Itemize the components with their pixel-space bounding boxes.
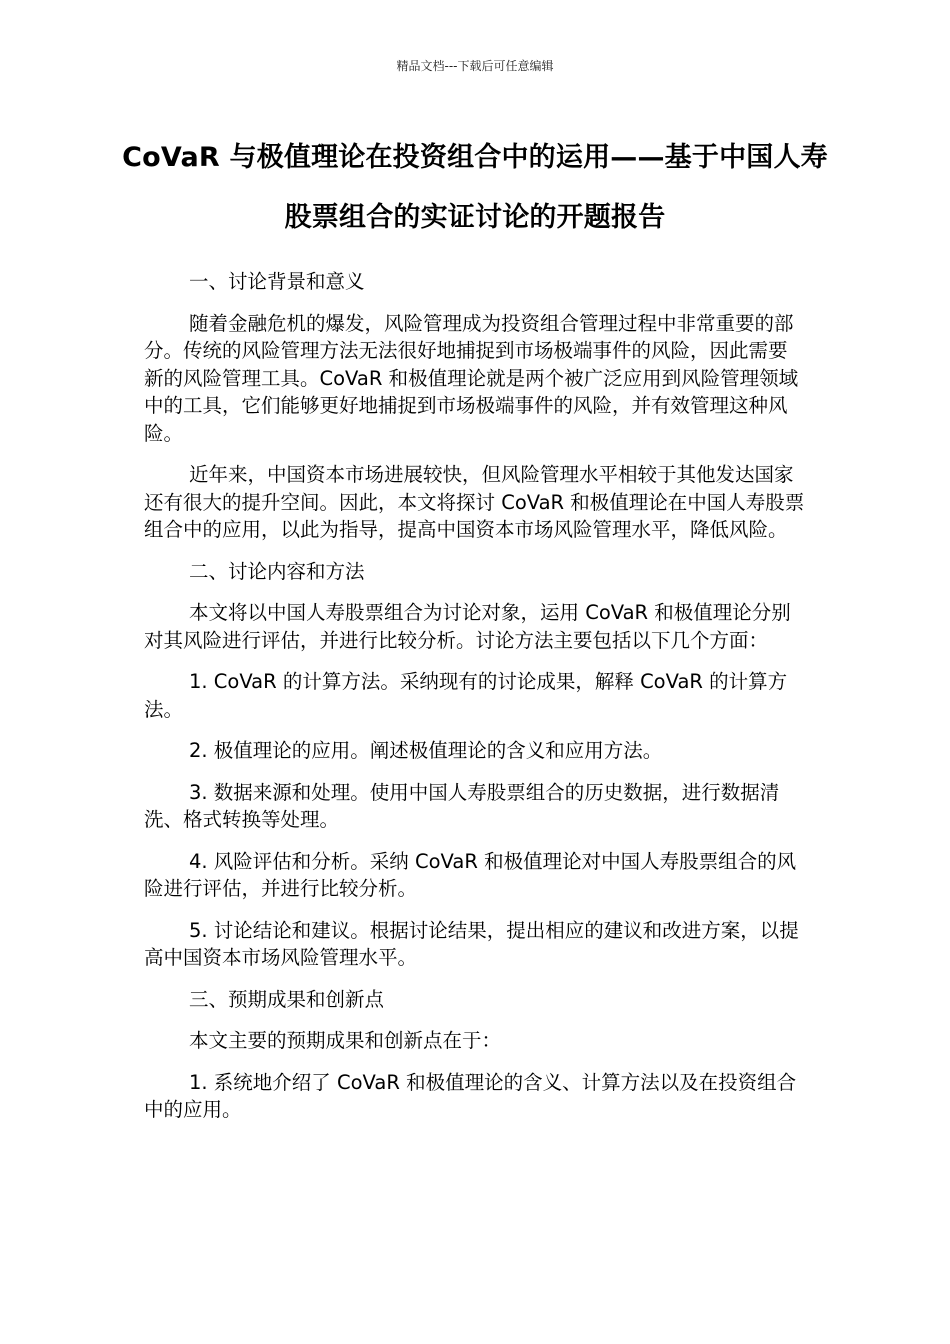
list-item: 3. 数据来源和处理。使用中国人寿股票组合的历史数据，进行数据清洗、格式转换等处理。: [144, 780, 780, 831]
section-heading-content-methods: 二、讨论内容和方法: [189, 559, 365, 583]
paragraph: 本文将以中国人寿股票组合为讨论对象，运用 CoVaR 和极值理论分别对其风险进行评估，并进行比较分析。讨论方法主要包括以下几个方面：: [144, 601, 791, 652]
list-item: 1. 系统地介绍了 CoVaR 和极值理论的含义、计算方法以及在投资组合中的应用。: [144, 1070, 797, 1121]
paragraph: 近年来，中国资本市场进展较快，但风险管理水平相较于其他发达国家还有很大的提升空间。因此，本文将探讨 CoVaR 和极值理论在中国人寿股票组合中的应用，以此为指导，提高中国资本市场风险管理水平，降低风险。: [144, 463, 805, 541]
page-header: 精品文档---下载后可任意编辑: [396, 59, 554, 73]
list-item: 1. CoVaR 的计算方法。采纳现有的讨论成果，解释 CoVaR 的计算方法。: [144, 670, 788, 721]
section-heading-outcomes: 三、预期成果和创新点: [189, 987, 385, 1011]
list-item: 2. 极值理论的应用。阐述极值理论的含义和应用方法。: [189, 739, 663, 762]
paragraph: 随着金融危机的爆发，风险管理成为投资组合管理过程中非常重要的部分。传统的风险管理方法无法很好地捕捉到市场极端事件的风险，因此需要新的风险管理工具。CoVaR 和极值理论就是两个被广泛应用到风险管理领域中的工具，它们能够更好地捕捉到市场极端事件的风险，并有效管理这种风险。: [144, 311, 799, 445]
section-heading-background: 一、讨论背景和意义: [189, 270, 365, 293]
list-item: 4. 风险评估和分析。采纳 CoVaR 和极值理论对中国人寿股票组合的风险进行评估，并进行比较分析。: [144, 849, 797, 900]
list-item: 5. 讨论结论和建议。根据讨论结果，提出相应的建议和改进方案，以提高中国资本市场风险管理水平。: [144, 918, 799, 969]
document-title: CoVaR 与极值理论在投资组合中的运用——基于中国人寿股票组合的实证讨论的开题报告: [122, 142, 828, 233]
paragraph: 本文主要的预期成果和创新点在于：: [189, 1029, 502, 1052]
document-body: [144, 268, 806, 1138]
